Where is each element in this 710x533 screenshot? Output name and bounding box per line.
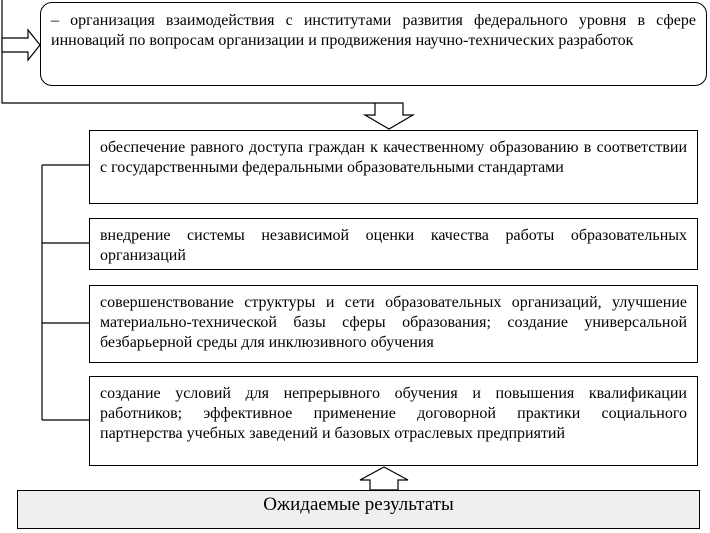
up-arrow-icon — [360, 467, 408, 490]
top-box: – организация взаимодействия с институтами развития федерального уровня в сфере инноваций по вопросам организации и продвижения научно-технических разработок — [40, 2, 707, 86]
down-arrow-icon — [365, 103, 413, 129]
task-box-2: внедрение системы независимой оценки качества работы образовательных организаций — [89, 218, 698, 270]
right-arrow-icon — [2, 30, 40, 60]
task-box-3: совершенствование структуры и сети образовательных организаций, улучшение материально-технической базы сферы образования; создание универсальной безбарьерной среды для инклюзивного обучения — [89, 285, 698, 363]
expected-results-box: Ожидаемые результаты — [17, 490, 700, 529]
task-box-4: создание условий для непрерывного обучения и повышения квалификации работников; эффективное применение договорной практики социального партнерства учебных заведений и базовых отраслевых предприятий — [89, 376, 698, 466]
task-box-1: обеспечение равного доступа граждан к качественному образованию в соответствии с государственными федеральными образовательными стандартами — [89, 130, 698, 204]
